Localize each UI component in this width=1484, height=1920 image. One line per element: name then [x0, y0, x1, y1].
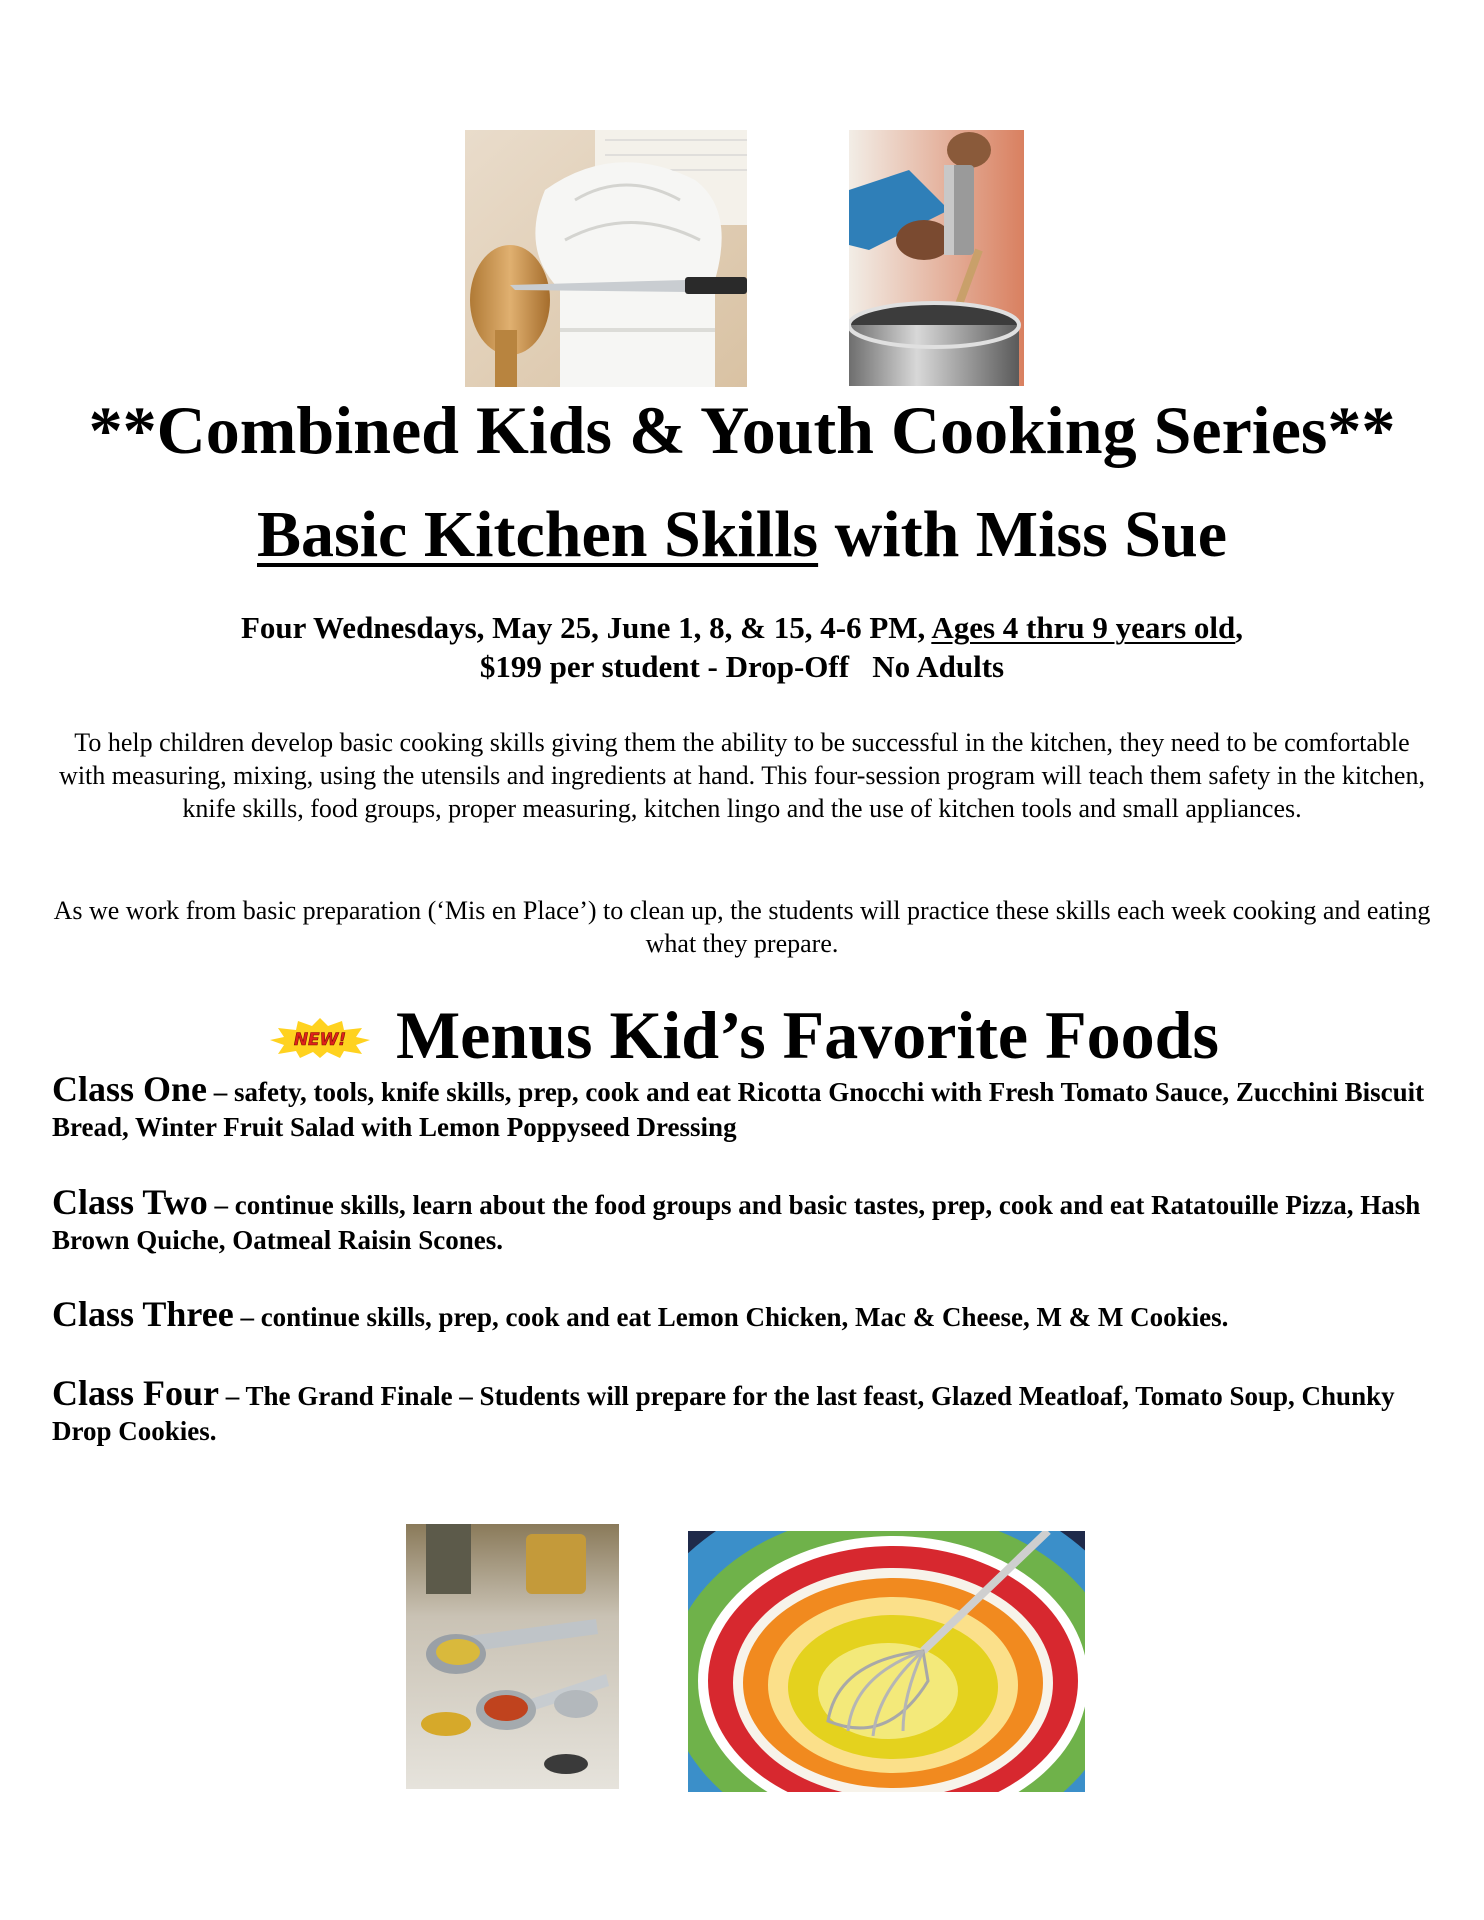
class-name: Class One: [52, 1069, 208, 1109]
class-name: Class Three: [52, 1294, 234, 1334]
price-line: $199 per student - Drop-Off No Adults: [479, 649, 1005, 684]
class-three: [52, 1294, 1442, 1335]
class-description: – continue skills, learn about the food groups and basic tastes, prep, cook and eat Ratatouille Pizza, Hash Brown Quiche, Oatmeal Raisin Scones.: [52, 1190, 1421, 1255]
class-two: [52, 1182, 1442, 1258]
flyer-title: **Combined Kids & Youth Cooking Series**: [88, 392, 1396, 468]
menus-heading: Menus Kid’s Favorite Foods: [396, 997, 1219, 1073]
new-badge-text: NEW!: [293, 1030, 347, 1050]
description-paragraph-1: To help children develop basic cooking skills giving them the ability to be successful in the kitchen, they need to be comfortable with measuring, mixing, using the utensils and ingredients at hand. This four-session program will teach them safety in the kitchen, knife skills, food groups, proper measuring, kitchen lingo and the use of kitchen tools and small appliances.: [59, 728, 1425, 823]
schedule-comma: ,: [1235, 610, 1244, 645]
mixing-bowls-whisk-photo: [688, 1531, 1085, 1792]
class-four: [52, 1373, 1442, 1449]
class-description: – The Grand Finale – Students will prepare for the last feast, Glazed Meatloaf, Tomato Soup, Chunky Drop Cookies.: [52, 1381, 1395, 1446]
subtitle-underlined: Basic Kitchen Skills: [257, 498, 819, 571]
class-name: Class Two: [52, 1182, 208, 1222]
menus-heading-row: [0, 990, 1484, 1080]
schedule-details: [0, 608, 1484, 686]
age-range: Ages 4 thru 9 years old: [931, 610, 1236, 645]
class-description: – safety, tools, knife skills, prep, cook and eat Ricotta Gnocchi with Fresh Tomato Sauce, Zucchini Biscuit Bread, Winter Fruit Salad with Lemon Poppyseed Dressing: [52, 1077, 1425, 1142]
new-badge-icon: [270, 1018, 370, 1058]
pepper-grinder-pot-photo: [849, 130, 1024, 386]
measuring-spoons-spices-photo: [406, 1524, 619, 1789]
schedule-dates: Four Wednesdays, May 25, June 1, 8, & 15, 4-6 PM,: [240, 610, 932, 645]
class-one: [52, 1069, 1442, 1145]
schedule-line-1: [0, 608, 1484, 647]
flyer-subtitle: [0, 495, 1484, 575]
subtitle-rest: with Miss Sue: [818, 498, 1227, 571]
class-name: Class Four: [52, 1373, 220, 1413]
description-paragraph-2: As we work from basic preparation (‘Mis en Place’) to clean up, the students will practice these skills each week cooking and eating what they prepare.: [53, 896, 1431, 958]
chef-hat-knife-spoon-photo: [465, 130, 747, 387]
class-description: – continue skills, prep, cook and eat Lemon Chicken, Mac & Cheese, M & M Cookies.: [233, 1302, 1229, 1332]
